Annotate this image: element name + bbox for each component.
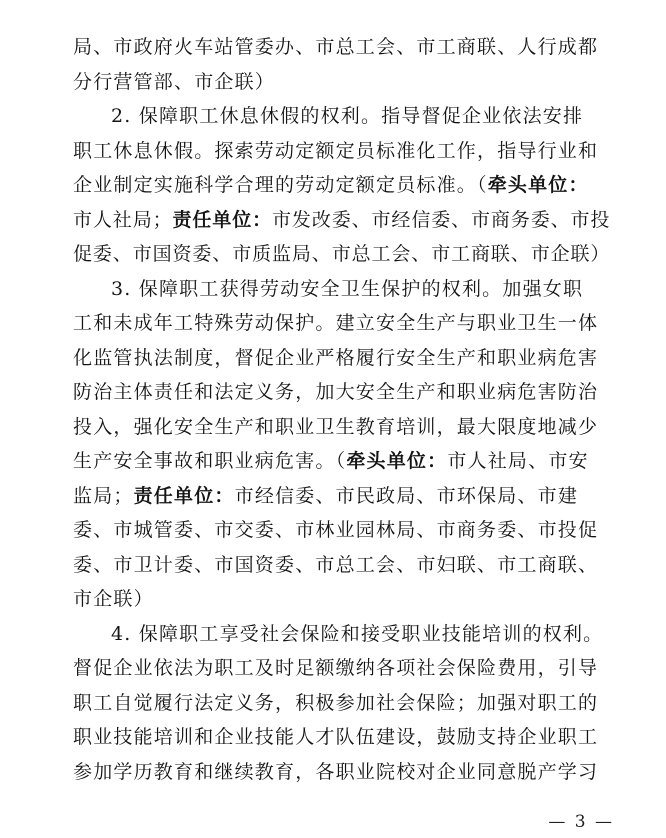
text-segment: 市经信委、市民政局、市环保局、市建 — [234, 484, 579, 507]
text-line — [73, 203, 613, 238]
text-line — [73, 134, 613, 169]
text-line — [73, 444, 613, 479]
text-line — [73, 410, 613, 445]
text-line — [73, 168, 613, 203]
text-segment: 市人社局； — [73, 208, 173, 231]
text-segment: 化监管执法制度，督促企业严格履行安全生产和职业病危害 — [73, 346, 599, 369]
bold-label: 牵头单位： — [487, 174, 589, 196]
text-segment: 4. 保障职工享受社会保险和接受职业技能培训的权利。 — [111, 622, 604, 645]
text-segment: 企业制定实施科学合理的劳动定额定员标准。（ — [73, 174, 488, 196]
body-text — [73, 30, 613, 789]
text-segment: 2. 保障职工休息休假的权利。指导督促企业依法安排 — [111, 105, 584, 127]
page-number: — 3 — — [548, 812, 614, 832]
text-line — [73, 272, 613, 307]
text-line — [73, 513, 613, 548]
text-segment: 职业技能培训和企业技能人才队伍建设，鼓励支持企业职工 — [73, 726, 599, 748]
bold-label: 牵头单位： — [346, 450, 448, 472]
text-segment: 职工自觉履行法定义务，积极参加社会保险；加强对职工的 — [73, 691, 599, 714]
text-segment: 分行营管部、市企联） — [73, 70, 276, 93]
text-line — [73, 99, 613, 134]
text-segment: 委、市卫计委、市国资委、市总工会、市妇联、市工商联、 — [73, 553, 599, 576]
text-segment: 3. 保障职工获得劳动安全卫生保护的权利。加强女职 — [111, 277, 584, 300]
text-segment: 生产安全事故和职业病危害。（ — [73, 450, 347, 472]
text-segment: 促委、市国资委、市质监局、市总工会、市工商联、市企联） — [73, 243, 611, 265]
bold-label: 责任单位： — [172, 208, 273, 231]
text-segment: 防治主体责任和法定义务，加大安全生产和职业病危害防治 — [73, 381, 599, 403]
text-segment: 市企联） — [73, 588, 154, 610]
text-line — [73, 755, 613, 790]
text-line — [73, 479, 613, 514]
text-segment: 职工休息休假。探索劳动定额定员标准化工作，指导行业和 — [73, 139, 599, 162]
text-line — [73, 65, 613, 100]
text-segment: 局、市政府火车站管委办、市总工会、市工商联、人行成都 — [73, 36, 599, 58]
text-line — [73, 651, 613, 686]
text-line — [73, 686, 613, 721]
text-line — [73, 375, 613, 410]
text-line — [73, 306, 613, 341]
text-segment: 市发改委、市经信委、市商务委、市投 — [272, 208, 611, 231]
text-segment: 投入，强化安全生产和职业卫生教育培训，最大限度地减少 — [73, 415, 599, 438]
bold-label: 责任单位： — [133, 484, 235, 507]
text-line — [73, 341, 613, 376]
text-segment: 督促企业依法为职工及时足额缴纳各项社会保险费用，引导 — [73, 657, 599, 679]
text-segment: 市人社局、市安 — [447, 450, 589, 472]
text-segment: 工和未成年工特殊劳动保护。建立安全生产与职业卫生一体 — [73, 312, 599, 334]
text-segment: 委、市城管委、市交委、市林业园林局、市商务委、市投促 — [73, 519, 599, 541]
text-line — [73, 617, 613, 652]
text-line — [73, 237, 613, 272]
text-line — [73, 30, 613, 65]
text-segment: 监局； — [73, 484, 134, 507]
text-segment: 参加学历教育和继续教育，各职业院校对企业同意脱产学习 — [73, 760, 599, 783]
text-line — [73, 548, 613, 583]
text-line — [73, 720, 613, 755]
text-line — [73, 582, 613, 617]
